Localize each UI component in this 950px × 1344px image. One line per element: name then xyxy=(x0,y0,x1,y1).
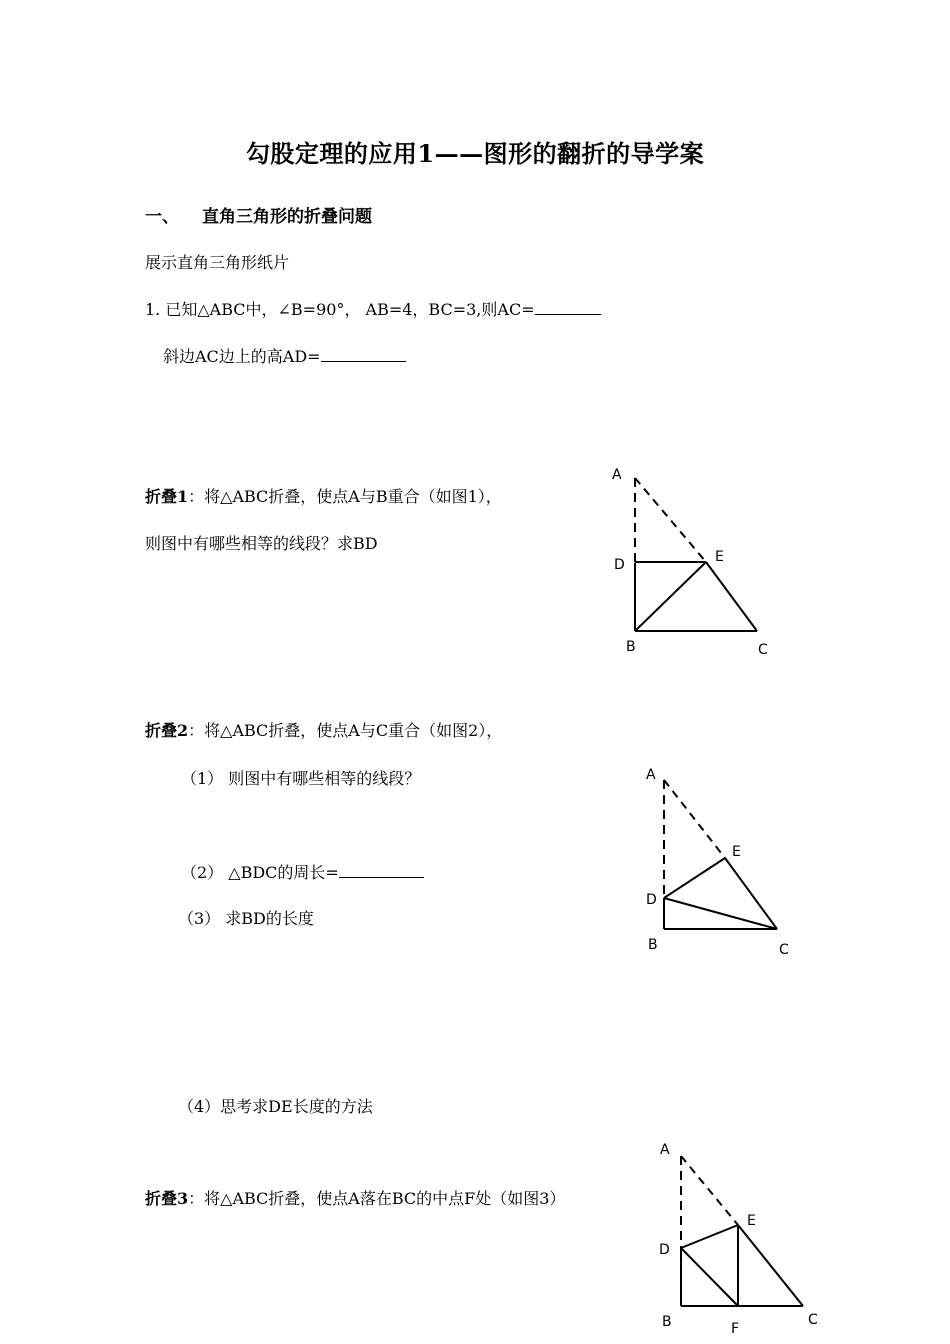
fold-2-sub-3: （3） 求BD的长度 xyxy=(178,909,314,928)
section-number: 一、 xyxy=(145,207,179,227)
section-heading: 直角三角形的折叠问题 xyxy=(202,207,372,227)
fold-2-sub-2: （2） △BDC的周长= xyxy=(181,863,339,882)
fold-2-point-b: B xyxy=(648,937,658,953)
fold-3-line-ec xyxy=(738,1225,803,1306)
fold-3-point-d: D xyxy=(659,1242,670,1258)
fold-3-point-f: F xyxy=(731,1321,740,1337)
intro-text: 展示直角三角形纸片 xyxy=(145,253,290,272)
fold-2-sub-1: （1） 则图中有哪些相等的线段？ xyxy=(181,769,421,788)
fold-2-point-d: D xyxy=(646,892,657,908)
fold-2-label: 折叠2 xyxy=(145,721,189,740)
fold-2-point-e: E xyxy=(732,844,741,860)
fold-1-label: 折叠1 xyxy=(145,487,189,506)
fold-3-point-a: A xyxy=(660,1142,670,1158)
question-1-text-2: 斜边AC边上的高AD= xyxy=(163,347,321,366)
fold-2-sub-4: （4）思考求DE长度的方法 xyxy=(178,1097,373,1116)
fold-3-line-de xyxy=(681,1225,738,1248)
fold-3-line-df xyxy=(681,1248,738,1306)
fold-3-text: ：将△ABC折叠，使点A落在BC的中点F处（如图3） xyxy=(188,1189,566,1208)
page-title: 勾股定理的应用1——图形的翻折的导学案 xyxy=(245,139,705,168)
fold-1-point-c: C xyxy=(758,642,768,658)
fold-3-point-b: B xyxy=(662,1314,672,1330)
fold-1-point-b: B xyxy=(626,639,636,655)
fold-1-point-a: A xyxy=(612,467,622,483)
fold-1-text: ：将△ABC折叠，使点A与B重合（如图1）， xyxy=(188,487,502,506)
fold-1-point-e: E xyxy=(715,549,724,565)
fold-2-point-a: A xyxy=(646,767,656,783)
fold-1-point-d: D xyxy=(614,557,625,573)
fold-2-text: ：将△ABC折叠，使点A与C重合（如图2）， xyxy=(188,721,503,740)
fold-2-point-c: C xyxy=(779,942,789,958)
question-1-text: 1. 已知△ABC中，∠B=90°， AB=4，BC=3,则AC= xyxy=(145,300,535,319)
fold-3-point-c: C xyxy=(808,1312,818,1328)
fold-3-dashed-ae xyxy=(681,1156,738,1225)
fold-3-point-e: E xyxy=(747,1213,756,1229)
fold-3-label: 折叠3 xyxy=(145,1189,189,1208)
fold-1-question: 则图中有哪些相等的线段？求BD xyxy=(145,534,378,553)
